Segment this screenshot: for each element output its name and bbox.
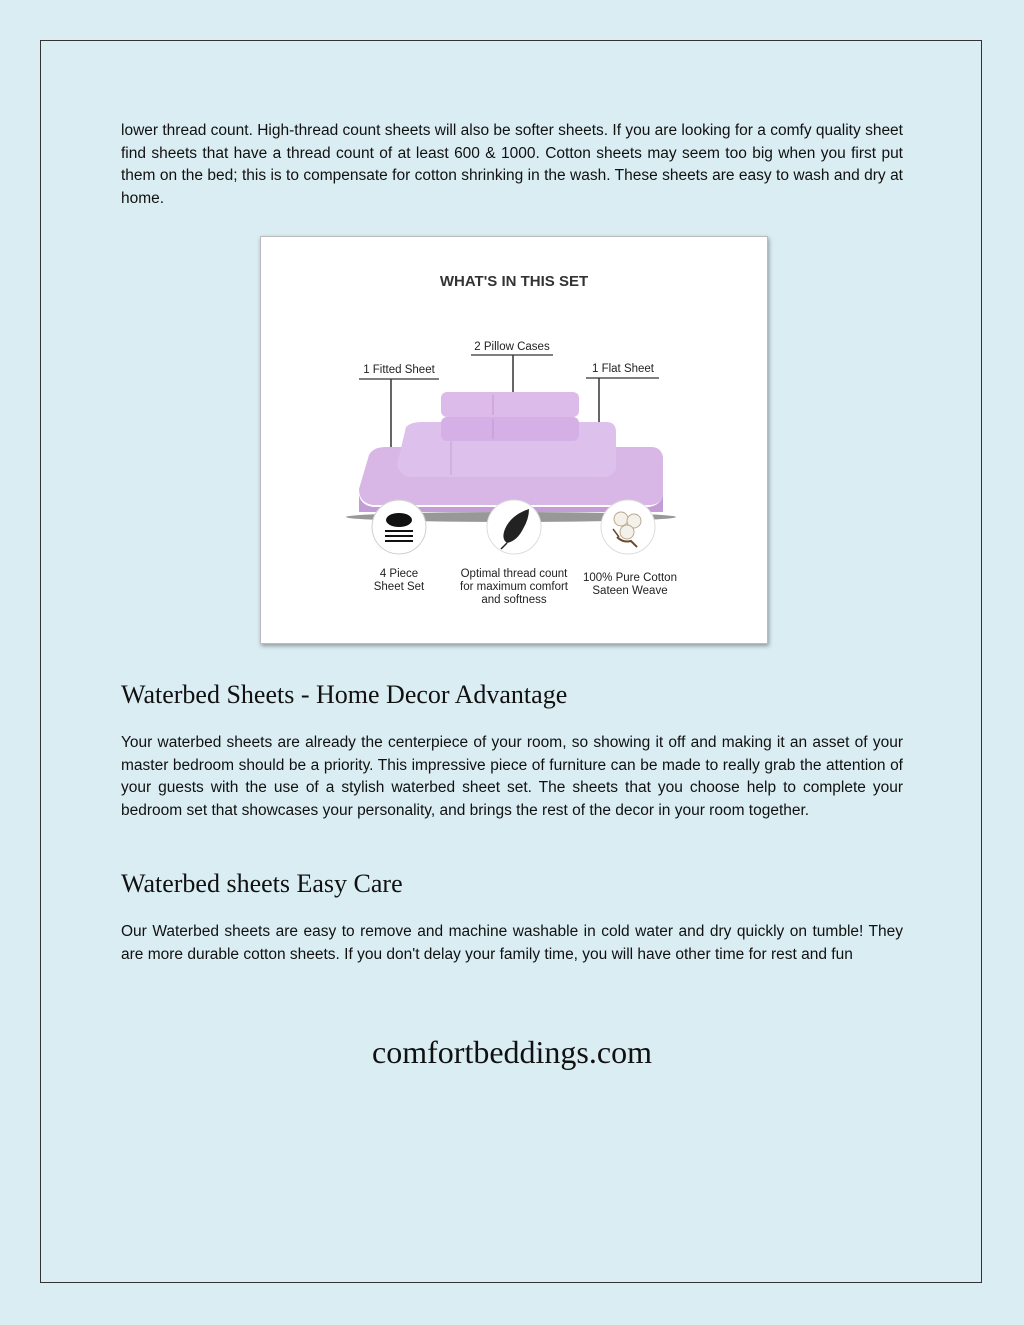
feature-caption-1: 4 Piece Sheet Set bbox=[373, 568, 425, 593]
section-body: Our Waterbed sheets are easy to remove and machine washable in cold water and dry quickly on tumble! They are more durable cotton sheets. If you don't delay your family time, you will have other time for rest and fun bbox=[121, 923, 903, 963]
flat-sheet-label: 1 Flat Sheet bbox=[591, 363, 654, 375]
stacked-sheets-icon bbox=[372, 500, 426, 554]
feather-icon bbox=[487, 500, 541, 554]
figure-title: WHAT'S IN THIS SET bbox=[439, 273, 589, 290]
section-home-decor bbox=[121, 680, 903, 822]
page-frame bbox=[40, 40, 982, 1283]
feature-caption-3: 100% Pure Cotton Sateen Weave bbox=[583, 572, 677, 597]
section-heading: Waterbed sheets Easy Care bbox=[121, 869, 403, 898]
fitted-sheet-label: 1 Fitted Sheet bbox=[363, 364, 435, 376]
cotton-flower-icon bbox=[601, 500, 655, 554]
pillow-cases-label: 2 Pillow Cases bbox=[474, 341, 550, 353]
document-content bbox=[121, 120, 903, 210]
product-set-figure bbox=[260, 236, 768, 644]
section-body: Your waterbed sheets are already the centerpiece of your room, so showing it off and making it an asset of your master bedroom should be a priority. This impressive piece of furniture can be made to really grab the attention of your guests with the use of a stylish waterbed sheet set. The sheets that you choose help to complete your bedroom set that showcases your personality, and brings the rest of the decor in your room together. bbox=[121, 734, 903, 819]
section-heading: Waterbed Sheets - Home Decor Advantage bbox=[121, 680, 568, 709]
section-easy-care bbox=[121, 869, 903, 966]
intro-paragraph: lower thread count. High-thread count sheets will also be softer sheets. If you are looking for a comfy quality sheet find sheets that have a thread count of at least 600 & 1000. Cotton sheets may seem too big when you first put them on the bed; this is to compensate for cotton shrinking in the wash. These sheets are easy to wash and dry at home. bbox=[121, 122, 903, 207]
feature-caption-2: Optimal thread count for maximum comfort and softness bbox=[460, 568, 568, 606]
footer-website: comfortbeddings.com bbox=[372, 1034, 652, 1070]
